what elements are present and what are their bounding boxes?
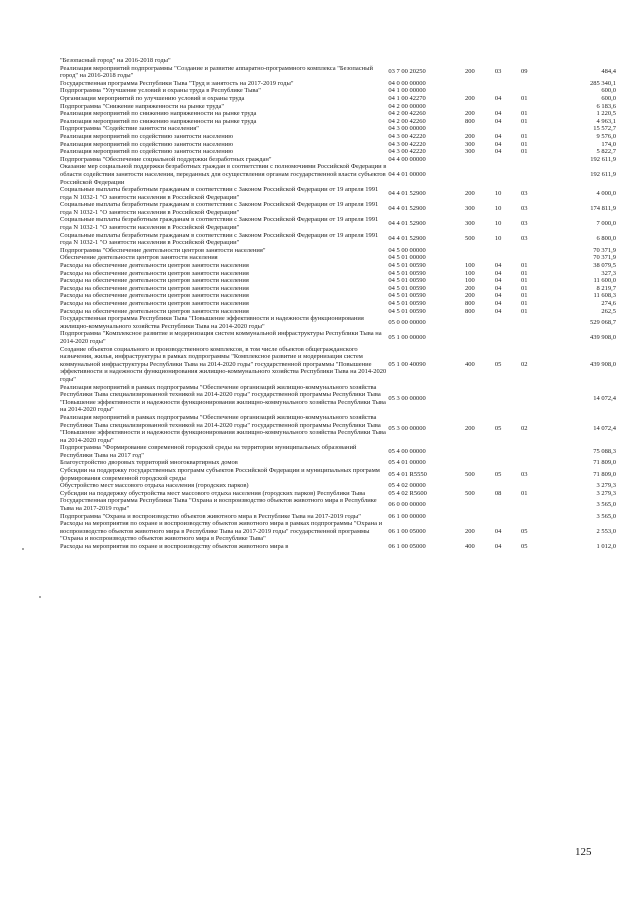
row-name: Социальные выплаты безработным гражданам в соответствии с Законом Российской Федерации от 19 апреля 1991 года N 1032-1 "О занятости населения в Российской Федерации" xyxy=(60,216,379,232)
table-row xyxy=(60,232,616,247)
table-row xyxy=(60,141,616,149)
row-code: 04 2 00 00000 xyxy=(388,102,426,110)
row-expense-type: 300 xyxy=(465,220,475,228)
table-row xyxy=(60,148,616,156)
row-section: 04 xyxy=(494,110,502,118)
row-expense-type xyxy=(453,459,487,467)
row-expense-type xyxy=(453,80,487,88)
table-row xyxy=(60,254,616,262)
row-section: 05 xyxy=(494,360,502,368)
row-amount xyxy=(539,57,616,65)
row-code: 05 4 02 R5600 xyxy=(388,489,427,497)
row-expense-type xyxy=(453,57,487,65)
row-subsection: 01 xyxy=(521,110,528,118)
row-section: 04 xyxy=(494,543,502,550)
row-name: Государственная программа Республики Тыва "Повышение эффективности и надежности функционирования жилищно-коммунального хозяйства Республики Тыва на 2014-2020 годы" xyxy=(60,315,364,330)
row-code: 06 0 00 00000 xyxy=(388,501,426,509)
row-section: 04 xyxy=(494,527,502,535)
row-amount: 3 565,0 xyxy=(596,501,616,509)
row-expense-type: 400 xyxy=(465,360,475,368)
row-section: 04 xyxy=(494,94,502,102)
row-expense-type xyxy=(453,482,487,490)
row-section xyxy=(487,330,509,345)
row-code: 04 5 01 00590 xyxy=(388,277,426,285)
row-subsection xyxy=(509,156,539,164)
row-subsection xyxy=(509,444,539,459)
row-section: 10 xyxy=(494,220,502,228)
table-row xyxy=(60,247,616,255)
table-row xyxy=(60,543,616,551)
row-amount: 2 553,0 xyxy=(596,527,616,535)
row-code: 04 3 00 42220 xyxy=(388,132,426,140)
row-code: 04 4 01 52900 xyxy=(388,220,426,228)
row-code: 04 5 01 00590 xyxy=(388,262,426,270)
budget-table xyxy=(60,57,616,551)
table-row xyxy=(60,277,616,285)
row-subsection xyxy=(509,482,539,490)
row-section xyxy=(487,125,509,133)
row-name: Оказание мер социальной поддержки безработных граждан в соответствии с полномочиями Российской Федерации в области содействия занятости населения, переданных для осуществления органам государственной власти субъектов Российской Федерации xyxy=(60,163,387,186)
row-amount: 600,0 xyxy=(601,87,616,95)
row-subsection: 01 xyxy=(521,292,528,300)
table-row xyxy=(60,308,616,316)
row-subsection: 01 xyxy=(521,284,528,292)
row-amount: 484,4 xyxy=(601,68,616,76)
scan-speck xyxy=(22,548,24,550)
table-row xyxy=(60,262,616,270)
row-code: 04 4 01 52900 xyxy=(388,235,426,243)
row-section xyxy=(487,103,509,111)
table-row xyxy=(60,513,616,521)
table-row xyxy=(60,330,616,345)
row-subsection: 01 xyxy=(521,269,528,277)
row-section xyxy=(487,156,509,164)
row-expense-type: 800 xyxy=(465,300,475,307)
row-expense-type: 200 xyxy=(465,292,475,300)
row-expense-type: 500 xyxy=(465,470,475,478)
row-name: Субсидии на поддержку обустройства мест массового отдыха населения (городских парков) Республики Тыва xyxy=(60,489,366,497)
row-code: 04 5 01 00590 xyxy=(388,292,426,300)
row-expense-type xyxy=(453,163,487,186)
row-expense-type xyxy=(453,103,487,111)
table-row xyxy=(60,118,616,126)
row-expense-type: 200 xyxy=(465,94,475,102)
row-name: Обеспечение деятельности центров занятости населения xyxy=(60,254,218,262)
row-code: 04 4 01 52900 xyxy=(388,205,426,213)
row-code: 05 4 02 00000 xyxy=(388,482,426,490)
row-section xyxy=(487,57,509,65)
row-expense-type: 200 xyxy=(465,425,475,433)
row-section: 10 xyxy=(494,189,502,197)
row-subsection: 01 xyxy=(521,117,528,125)
table-row xyxy=(60,497,616,512)
row-code: 04 2 00 42260 xyxy=(388,117,426,125)
table-row xyxy=(60,65,616,80)
row-amount: 1 220,5 xyxy=(596,110,616,118)
row-name: Подпрограмма "Охрана и воспроизводство объектов животного мира в Республике Тыва на 2017-2019 годы" xyxy=(60,512,361,520)
row-name: Реализация мероприятий по снижению напряженности на рынке труда xyxy=(60,117,257,125)
row-amount: 192 611,9 xyxy=(590,155,616,163)
table-row xyxy=(60,459,616,467)
row-subsection xyxy=(509,163,539,186)
row-section: 08 xyxy=(494,489,502,497)
row-section xyxy=(487,163,509,186)
row-section: 10 xyxy=(494,235,502,243)
row-amount: 1 012,0 xyxy=(596,543,616,550)
row-expense-type xyxy=(453,254,487,262)
row-subsection: 03 xyxy=(521,205,528,213)
row-subsection xyxy=(509,254,539,262)
row-section: 04 xyxy=(494,148,502,156)
row-amount: 11 600,0 xyxy=(593,277,616,285)
row-section xyxy=(487,497,509,512)
row-subsection xyxy=(509,87,539,95)
table-row xyxy=(60,315,616,330)
row-subsection xyxy=(509,513,539,521)
row-expense-type: 200 xyxy=(465,189,475,197)
row-section: 04 xyxy=(494,262,502,270)
row-section: 04 xyxy=(494,284,502,292)
row-code: 04 3 00 42220 xyxy=(388,148,426,156)
row-name: "Безопасный город" на 2016-2018 годы" xyxy=(60,57,171,64)
row-name: Подпрограмма "Обеспечение социальной поддержки безработных граждан" xyxy=(60,155,272,163)
row-subsection: 09 xyxy=(521,68,528,76)
row-name: Подпрограмма "Комплексное развитие и модернизация систем коммунальной инфраструктуры Республики Тыва на 2014-2020 годы" xyxy=(60,330,382,345)
table-row xyxy=(60,57,616,65)
table-row xyxy=(60,414,616,444)
row-subsection: 01 xyxy=(521,307,528,315)
row-amount: 70 371,9 xyxy=(593,246,616,254)
row-code: 04 1 00 42270 xyxy=(388,94,426,102)
row-code: 05 4 01 R5550 xyxy=(388,470,427,478)
row-subsection: 01 xyxy=(521,148,528,156)
row-amount: 600,0 xyxy=(601,94,616,102)
row-section xyxy=(487,315,509,330)
row-section xyxy=(487,254,509,262)
row-name: Благоустройство дворовых территорий многоквартирных домов xyxy=(60,459,238,467)
row-section: 04 xyxy=(494,140,502,148)
row-name: Создание объектов социального и производственного комплексов, в том числе объектов общегражданского назначения, жилья, инфраструктуры в рамках подпрограммы "Комплексное развитие и модернизация систем коммунальной инфраструктуры Республики Тыва на 2014-2020 годы" государственной программы "Повышение эффективности и надежности функционирования жилищно-коммунального хозяйства Республики Тыва на 2014-2020 годы" xyxy=(60,345,387,383)
row-code: 04 1 00 00000 xyxy=(388,87,426,95)
row-name: Подпрограмма "Содействие занятости населения" xyxy=(60,125,199,133)
row-name: Расходы на обеспечение деятельности центров занятости населения xyxy=(60,307,249,315)
row-code: 05 4 00 00000 xyxy=(388,448,426,456)
row-code: 04 4 01 00000 xyxy=(388,170,426,178)
row-code: 04 5 01 00590 xyxy=(388,300,426,307)
row-amount: 11 608,3 xyxy=(593,292,616,300)
row-name: Субсидии на поддержку государственных программ субъектов Российской Федерации и муниципальных программ формирования современной городской среды xyxy=(60,467,380,482)
row-code: 05 3 00 00000 xyxy=(388,425,426,433)
table-row xyxy=(60,285,616,293)
row-amount: 9 576,0 xyxy=(596,132,616,140)
row-subsection: 01 xyxy=(521,140,528,148)
table-row xyxy=(60,163,616,186)
row-section xyxy=(487,87,509,95)
row-name: Реализация мероприятий в рамках подпрограммы "Обеспечение организаций жилищно-коммунального хозяйства Республики Тыва специализированной техникой на 2014-2020 годы" государственной программы Республики Тыва "Повышение эффективности и надежности функционирования жилищно-коммунального хозяйства Республики Тыва на 2014-2020 годы" xyxy=(60,413,386,444)
row-amount: 14 072,4 xyxy=(593,425,616,433)
row-subsection xyxy=(509,315,539,330)
row-subsection xyxy=(509,384,539,414)
row-name: Реализация мероприятий в рамках подпрограммы "Обеспечение организаций жилищно-коммунального хозяйства Республики Тыва специализированной техникой на 2014-2020 годы" государственной программы Республики Тыва "Повышение эффективности и надежности функционирования жилищно-коммунального хозяйства Республики Тыва на 2014-2020 годы" xyxy=(60,383,386,414)
row-expense-type: 800 xyxy=(465,117,475,125)
row-expense-type: 200 xyxy=(465,132,475,140)
row-name: Подпрограмма "Обеспечение деятельности центров занятости населения" xyxy=(60,246,266,254)
row-amount: 439 908,0 xyxy=(590,334,616,342)
row-section xyxy=(487,513,509,521)
row-section: 03 xyxy=(494,68,502,76)
row-amount: 5 822,7 xyxy=(596,148,616,156)
row-expense-type xyxy=(453,125,487,133)
row-amount: 3 279,3 xyxy=(596,489,616,497)
row-subsection: 05 xyxy=(521,543,528,550)
row-section: 04 xyxy=(494,269,502,277)
row-expense-type: 300 xyxy=(465,140,475,148)
row-name: Расходы на мероприятия по охране и воспроизводству объектов животного мира в рамках подпрограммы "Охрана и воспроизводство объектов животного мира в Республике Тыва на 2017-2019 годы" государственной программы "Охрана и воспроизводство объектов животного мира в Республике Тыва" xyxy=(60,520,383,543)
row-code: 06 1 00 00000 xyxy=(388,512,426,520)
row-expense-type xyxy=(453,156,487,164)
row-section xyxy=(487,444,509,459)
row-name: Реализация мероприятий по содействию занятости населению xyxy=(60,140,234,148)
table-row xyxy=(60,467,616,482)
table-row xyxy=(60,300,616,308)
row-amount: 71 809,0 xyxy=(593,470,616,478)
table-row xyxy=(60,292,616,300)
row-name: Подпрограмма "Формирование современной городской среды на территории муниципальных образований Республики Тыва на 2017 год" xyxy=(60,444,357,459)
row-code: 04 4 01 52900 xyxy=(388,189,426,197)
row-code: 04 5 01 00590 xyxy=(388,284,426,292)
row-amount: 174,0 xyxy=(601,140,616,148)
row-amount: 8 219,7 xyxy=(596,284,616,292)
row-amount: 262,5 xyxy=(601,307,616,315)
row-expense-type: 200 xyxy=(465,68,475,76)
table-row xyxy=(60,80,616,88)
row-expense-type xyxy=(453,444,487,459)
table-row xyxy=(60,444,616,459)
row-code: 04 5 01 00590 xyxy=(388,307,426,315)
row-section xyxy=(487,80,509,88)
row-code: 04 0 00 00000 xyxy=(388,79,426,87)
row-name: Государственная программа Республики Тыва "Труд и занятость на 2017-2019 годы" xyxy=(60,79,294,87)
row-name: Расходы на обеспечение деятельности центров занятости населения xyxy=(60,292,249,300)
row-name: Подпрограмма "Улучшение условий и охраны труда в Республике Тыва" xyxy=(60,87,261,95)
table-row xyxy=(60,186,616,201)
row-subsection: 05 xyxy=(521,527,528,535)
row-amount: 6 800,0 xyxy=(596,235,616,243)
row-subsection xyxy=(509,497,539,512)
row-subsection: 03 xyxy=(521,470,528,478)
row-name: Социальные выплаты безработным гражданам в соответствии с Законом Российской Федерации от 19 апреля 1991 года N 1032-1 "О занятости населения в Российской Федерации" xyxy=(60,201,379,216)
row-section: 05 xyxy=(494,425,502,433)
row-code: 04 5 00 00000 xyxy=(388,246,426,254)
row-subsection: 02 xyxy=(521,425,528,433)
row-name: Расходы на обеспечение деятельности центров занятости населения xyxy=(60,300,249,307)
table-row xyxy=(60,201,616,216)
row-amount: 327,3 xyxy=(601,269,616,277)
row-name: Реализация мероприятий по содействию занятости населению xyxy=(60,132,234,140)
row-expense-type: 400 xyxy=(465,543,475,550)
table-row xyxy=(60,87,616,95)
row-code: 04 5 01 00000 xyxy=(388,254,426,262)
row-amount: 439 908,0 xyxy=(590,360,616,368)
row-name: Социальные выплаты безработным гражданам в соответствии с Законом Российской Федерации от 19 апреля 1991 года N 1032-1 "О занятости населения в Российской Федерации" xyxy=(60,231,379,247)
row-expense-type: 200 xyxy=(465,284,475,292)
row-name: Подпрограмма "Снижение напряженности на рынке труда" xyxy=(60,102,225,110)
row-expense-type xyxy=(453,513,487,521)
row-expense-type: 300 xyxy=(465,148,475,156)
row-subsection: 01 xyxy=(521,277,528,285)
row-subsection: 01 xyxy=(521,300,528,307)
row-expense-type xyxy=(453,247,487,255)
row-amount: 70 371,9 xyxy=(593,254,616,262)
table-row xyxy=(60,346,616,384)
row-amount: 6 183,6 xyxy=(596,102,616,110)
row-expense-type xyxy=(453,87,487,95)
row-expense-type: 100 xyxy=(465,269,475,277)
row-subsection xyxy=(509,459,539,467)
row-subsection: 01 xyxy=(521,132,528,140)
row-code: 04 2 00 42260 xyxy=(388,110,426,118)
row-amount: 15 572,7 xyxy=(593,125,616,133)
row-name: Обустройство мест массового отдыха населения (городских парков) xyxy=(60,482,249,490)
row-name: Государственная программа Республики Тыва "Охрана и воспроизводство объектов животного мира в Республике Тыва на 2017-2019 годы" xyxy=(60,497,377,513)
row-subsection xyxy=(509,57,539,65)
row-name: Реализация мероприятий подпрограммы "Создание и развитие аппаратно-программного комплекса "Безопасный город" на 2016-2018 годы" xyxy=(60,64,373,80)
row-subsection xyxy=(509,125,539,133)
table-row xyxy=(60,216,616,231)
row-amount: 71 809,0 xyxy=(593,459,616,467)
row-subsection: 01 xyxy=(521,489,528,497)
table-row xyxy=(60,490,616,498)
row-code: 04 4 00 00000 xyxy=(388,155,426,163)
row-section: 04 xyxy=(494,307,502,315)
row-code: 04 3 00 00000 xyxy=(388,125,426,133)
row-name: Социальные выплаты безработным гражданам в соответствии с Законом Российской Федерации от 19 апреля 1991 года N 1032-1 "О занятости населения в Российской Федерации" xyxy=(60,186,379,201)
row-code: 05 0 00 00000 xyxy=(388,318,426,326)
row-expense-type xyxy=(453,315,487,330)
row-subsection: 02 xyxy=(521,360,528,368)
row-section xyxy=(487,384,509,414)
row-section xyxy=(487,459,509,467)
row-name: Расходы на обеспечение деятельности центров занятости населения xyxy=(60,269,249,277)
row-amount: 529 068,7 xyxy=(590,318,616,326)
row-expense-type xyxy=(453,384,487,414)
row-section xyxy=(487,482,509,490)
row-amount: 3 279,3 xyxy=(596,482,616,490)
row-name: Расходы на мероприятия по охране и воспроизводству объектов животного мира в xyxy=(60,543,289,550)
row-subsection: 03 xyxy=(521,235,528,243)
row-subsection xyxy=(509,80,539,88)
row-subsection: 03 xyxy=(521,220,528,228)
table-row xyxy=(60,110,616,118)
row-expense-type: 200 xyxy=(465,527,475,535)
row-subsection: 03 xyxy=(521,189,528,197)
row-code: 05 1 00 40090 xyxy=(388,360,426,368)
row-amount: 192 611,9 xyxy=(590,170,616,178)
row-expense-type: 200 xyxy=(465,110,475,118)
table-row xyxy=(60,95,616,103)
row-expense-type xyxy=(453,497,487,512)
row-section: 04 xyxy=(494,132,502,140)
row-code: 05 4 01 00000 xyxy=(388,459,426,467)
row-name: Организация мероприятий по улучшению условий и охраны труда xyxy=(60,94,245,102)
row-code: 03 7 00 20250 xyxy=(388,68,426,76)
row-subsection xyxy=(509,330,539,345)
row-amount: 4 000,0 xyxy=(596,189,616,197)
table-row xyxy=(60,270,616,278)
row-code: 05 3 00 00000 xyxy=(388,394,426,402)
row-expense-type: 500 xyxy=(465,235,475,243)
row-section: 10 xyxy=(494,205,502,213)
page-number: 125 xyxy=(575,846,592,858)
row-code xyxy=(388,57,452,65)
row-amount: 285 340,1 xyxy=(590,79,616,87)
row-amount: 14 072,4 xyxy=(593,394,616,402)
row-section: 04 xyxy=(494,292,502,300)
row-amount: 174 811,9 xyxy=(590,205,616,213)
row-amount: 7 000,0 xyxy=(596,220,616,228)
row-amount: 38 079,5 xyxy=(593,262,616,270)
row-expense-type: 100 xyxy=(465,262,475,270)
row-subsection: 01 xyxy=(521,262,528,270)
row-section: 04 xyxy=(494,300,502,307)
row-section: 05 xyxy=(494,470,502,478)
row-amount: 3 565,0 xyxy=(596,512,616,520)
row-code: 04 5 01 00590 xyxy=(388,269,426,277)
row-code: 06 1 00 05000 xyxy=(388,527,426,535)
row-expense-type: 300 xyxy=(465,205,475,213)
row-expense-type: 100 xyxy=(465,277,475,285)
table-row xyxy=(60,520,616,543)
row-name: Расходы на обеспечение деятельности центров занятости населения xyxy=(60,262,249,270)
table-row xyxy=(60,482,616,490)
table-row xyxy=(60,133,616,141)
row-subsection: 01 xyxy=(521,94,528,102)
table-row xyxy=(60,103,616,111)
table-row xyxy=(60,384,616,414)
row-name: Реализация мероприятий по содействию занятости населению xyxy=(60,148,234,156)
row-code: 06 1 00 05000 xyxy=(388,543,426,550)
row-amount: 274,6 xyxy=(601,300,616,307)
scan-speck xyxy=(39,596,41,598)
row-section: 04 xyxy=(494,117,502,125)
row-name: Расходы на обеспечение деятельности центров занятости населения xyxy=(60,277,249,285)
row-name: Расходы на обеспечение деятельности центров занятости населения xyxy=(60,284,249,292)
row-expense-type: 500 xyxy=(465,489,475,497)
row-amount: 75 088,3 xyxy=(593,448,616,456)
row-expense-type: 800 xyxy=(465,307,475,315)
table-row xyxy=(60,125,616,133)
row-subsection xyxy=(509,103,539,111)
table-row xyxy=(60,156,616,164)
row-subsection xyxy=(509,247,539,255)
row-section xyxy=(487,247,509,255)
row-expense-type xyxy=(453,330,487,345)
row-section: 04 xyxy=(494,277,502,285)
table-body xyxy=(60,57,616,551)
row-amount: 4 963,1 xyxy=(596,117,616,125)
row-code: 05 1 00 00000 xyxy=(388,334,426,342)
row-code: 04 3 00 42220 xyxy=(388,140,426,148)
row-name: Реализация мероприятий по снижению напряженности на рынке труда xyxy=(60,110,257,118)
